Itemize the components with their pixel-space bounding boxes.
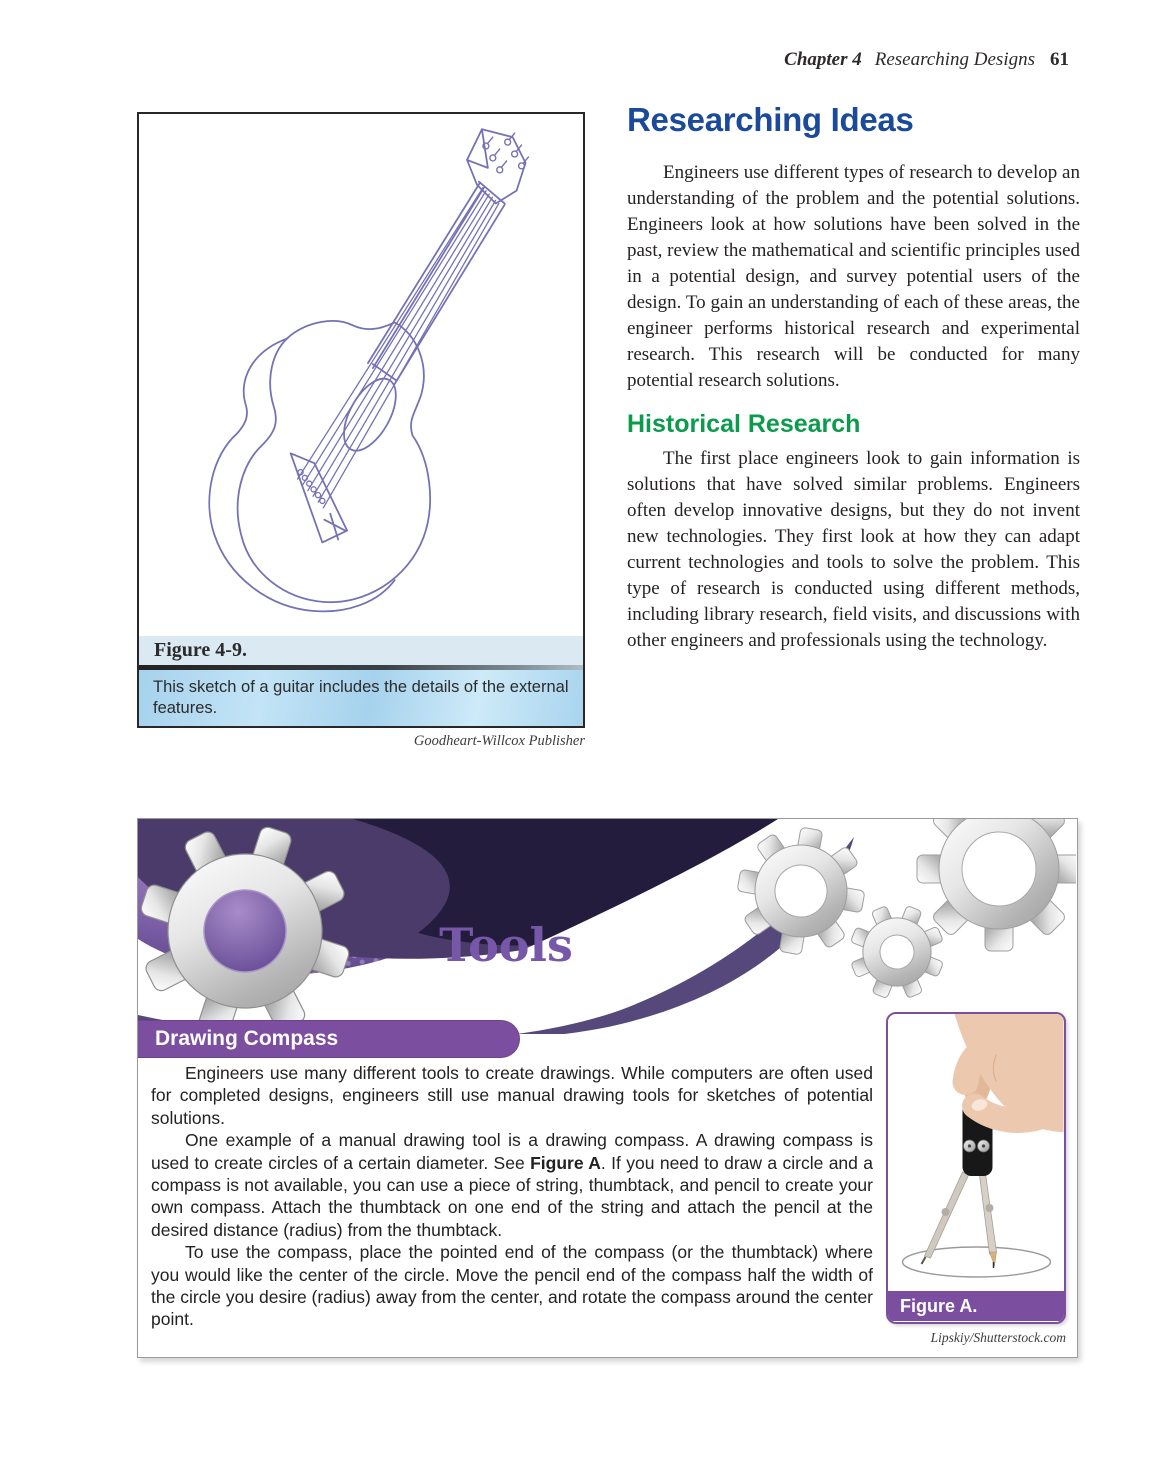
running-head (137, 49, 1069, 71)
guitar-strings (298, 188, 499, 508)
gear-icon-right-large (917, 819, 1076, 951)
figure-a-credit: Lipskiy/Shutterstock.com (930, 1330, 1066, 1345)
figure-4-9-credit: Goodheart-Willcox Publisher (413, 733, 585, 749)
drawing-compass-banner (138, 1020, 520, 1058)
guitar-headstock (467, 129, 525, 203)
compass-photo (888, 1014, 1064, 1291)
chapter-number: Chapter 4 (784, 49, 862, 70)
main-text-column (627, 103, 1080, 654)
drawing-compass-body (151, 1062, 873, 1331)
tools-feature-box (137, 818, 1078, 1358)
figure-a-box (886, 1012, 1066, 1324)
drawing-compass-label: Drawing Compass (155, 1027, 339, 1050)
tools-paragraph-2-pre: One example of a manual drawing tool is a drawing compass. A drawing compass is used to create circles of a certain diameter. See (151, 1130, 873, 1173)
paragraph-historical-research: The first place engineers look to gain information is solutions that have solved similar problems. Engineers often develop innovative designs, but they do not invent new technologies. They first look at how they can adapt current technologies and tools to solve the problem. This type of research is conducted using different methods, including library research, field visits, and discussions with other engineers and professionals using the technology. (627, 448, 1080, 652)
tools-paragraph-2-post: . If you need to draw a circle and a compass is not available, you can use a piece of string, thumbtack, and pencil to create your own compass. Attach the thumbtack on one end of the string and attach the pencil at the desired distance (radius) from the thumbtack. (151, 1152, 874, 1240)
guitar-sketch-image (139, 114, 583, 636)
figure-4-9-caption: This sketch of a guitar includes the details of the external features. (139, 670, 583, 726)
tools-paragraph-3: To use the compass, place the pointed end of the compass (or the thumbtack) where you would like the center of the circle. Move the pencil end of the compass half the width of the circle you desire (radius) away from the center, and rotate the compass around the center point. (151, 1242, 873, 1330)
chapter-title: Researching Designs (874, 49, 1035, 70)
page-number: 61 (1050, 49, 1069, 70)
section-heading-historical-research: Historical Research (627, 410, 861, 438)
figure-4-9-label: Figure 4-9. (139, 636, 583, 665)
figure-a-reference: Figure A (530, 1152, 601, 1173)
figure-a-label: Figure A. (888, 1291, 1064, 1321)
tools-paragraph-1: Engineers use many different tools to create drawings. While computers are often used for completed designs, engineers still use manual drawing tools for sketches of potential solutions. (151, 1063, 873, 1128)
guitar-sketch-svg (139, 114, 583, 636)
section-heading-researching-ideas: Researching Ideas (627, 101, 914, 138)
tools-paragraph-2 (151, 1129, 873, 1241)
figure-4-9-box (137, 112, 585, 728)
hand (955, 1014, 1064, 1132)
paragraph-researching-ideas: Engineers use different types of research to develop an understanding of the problem and the potential solutions. Engineers look at how solutions have been solved in the past, review the mathematical and scientific principles used in a potential design, and survey potential users of the design. To gain an understanding of each of these areas, the engineer performs historical research and experimental research. This research will be conducted for many potential research solutions. (627, 162, 1080, 391)
guitar-neck-left-inner (373, 188, 484, 368)
guitar-tuning-pegs (483, 133, 529, 173)
tools-banner-graphic (138, 819, 1076, 1034)
tools-title: Tools (439, 918, 573, 972)
